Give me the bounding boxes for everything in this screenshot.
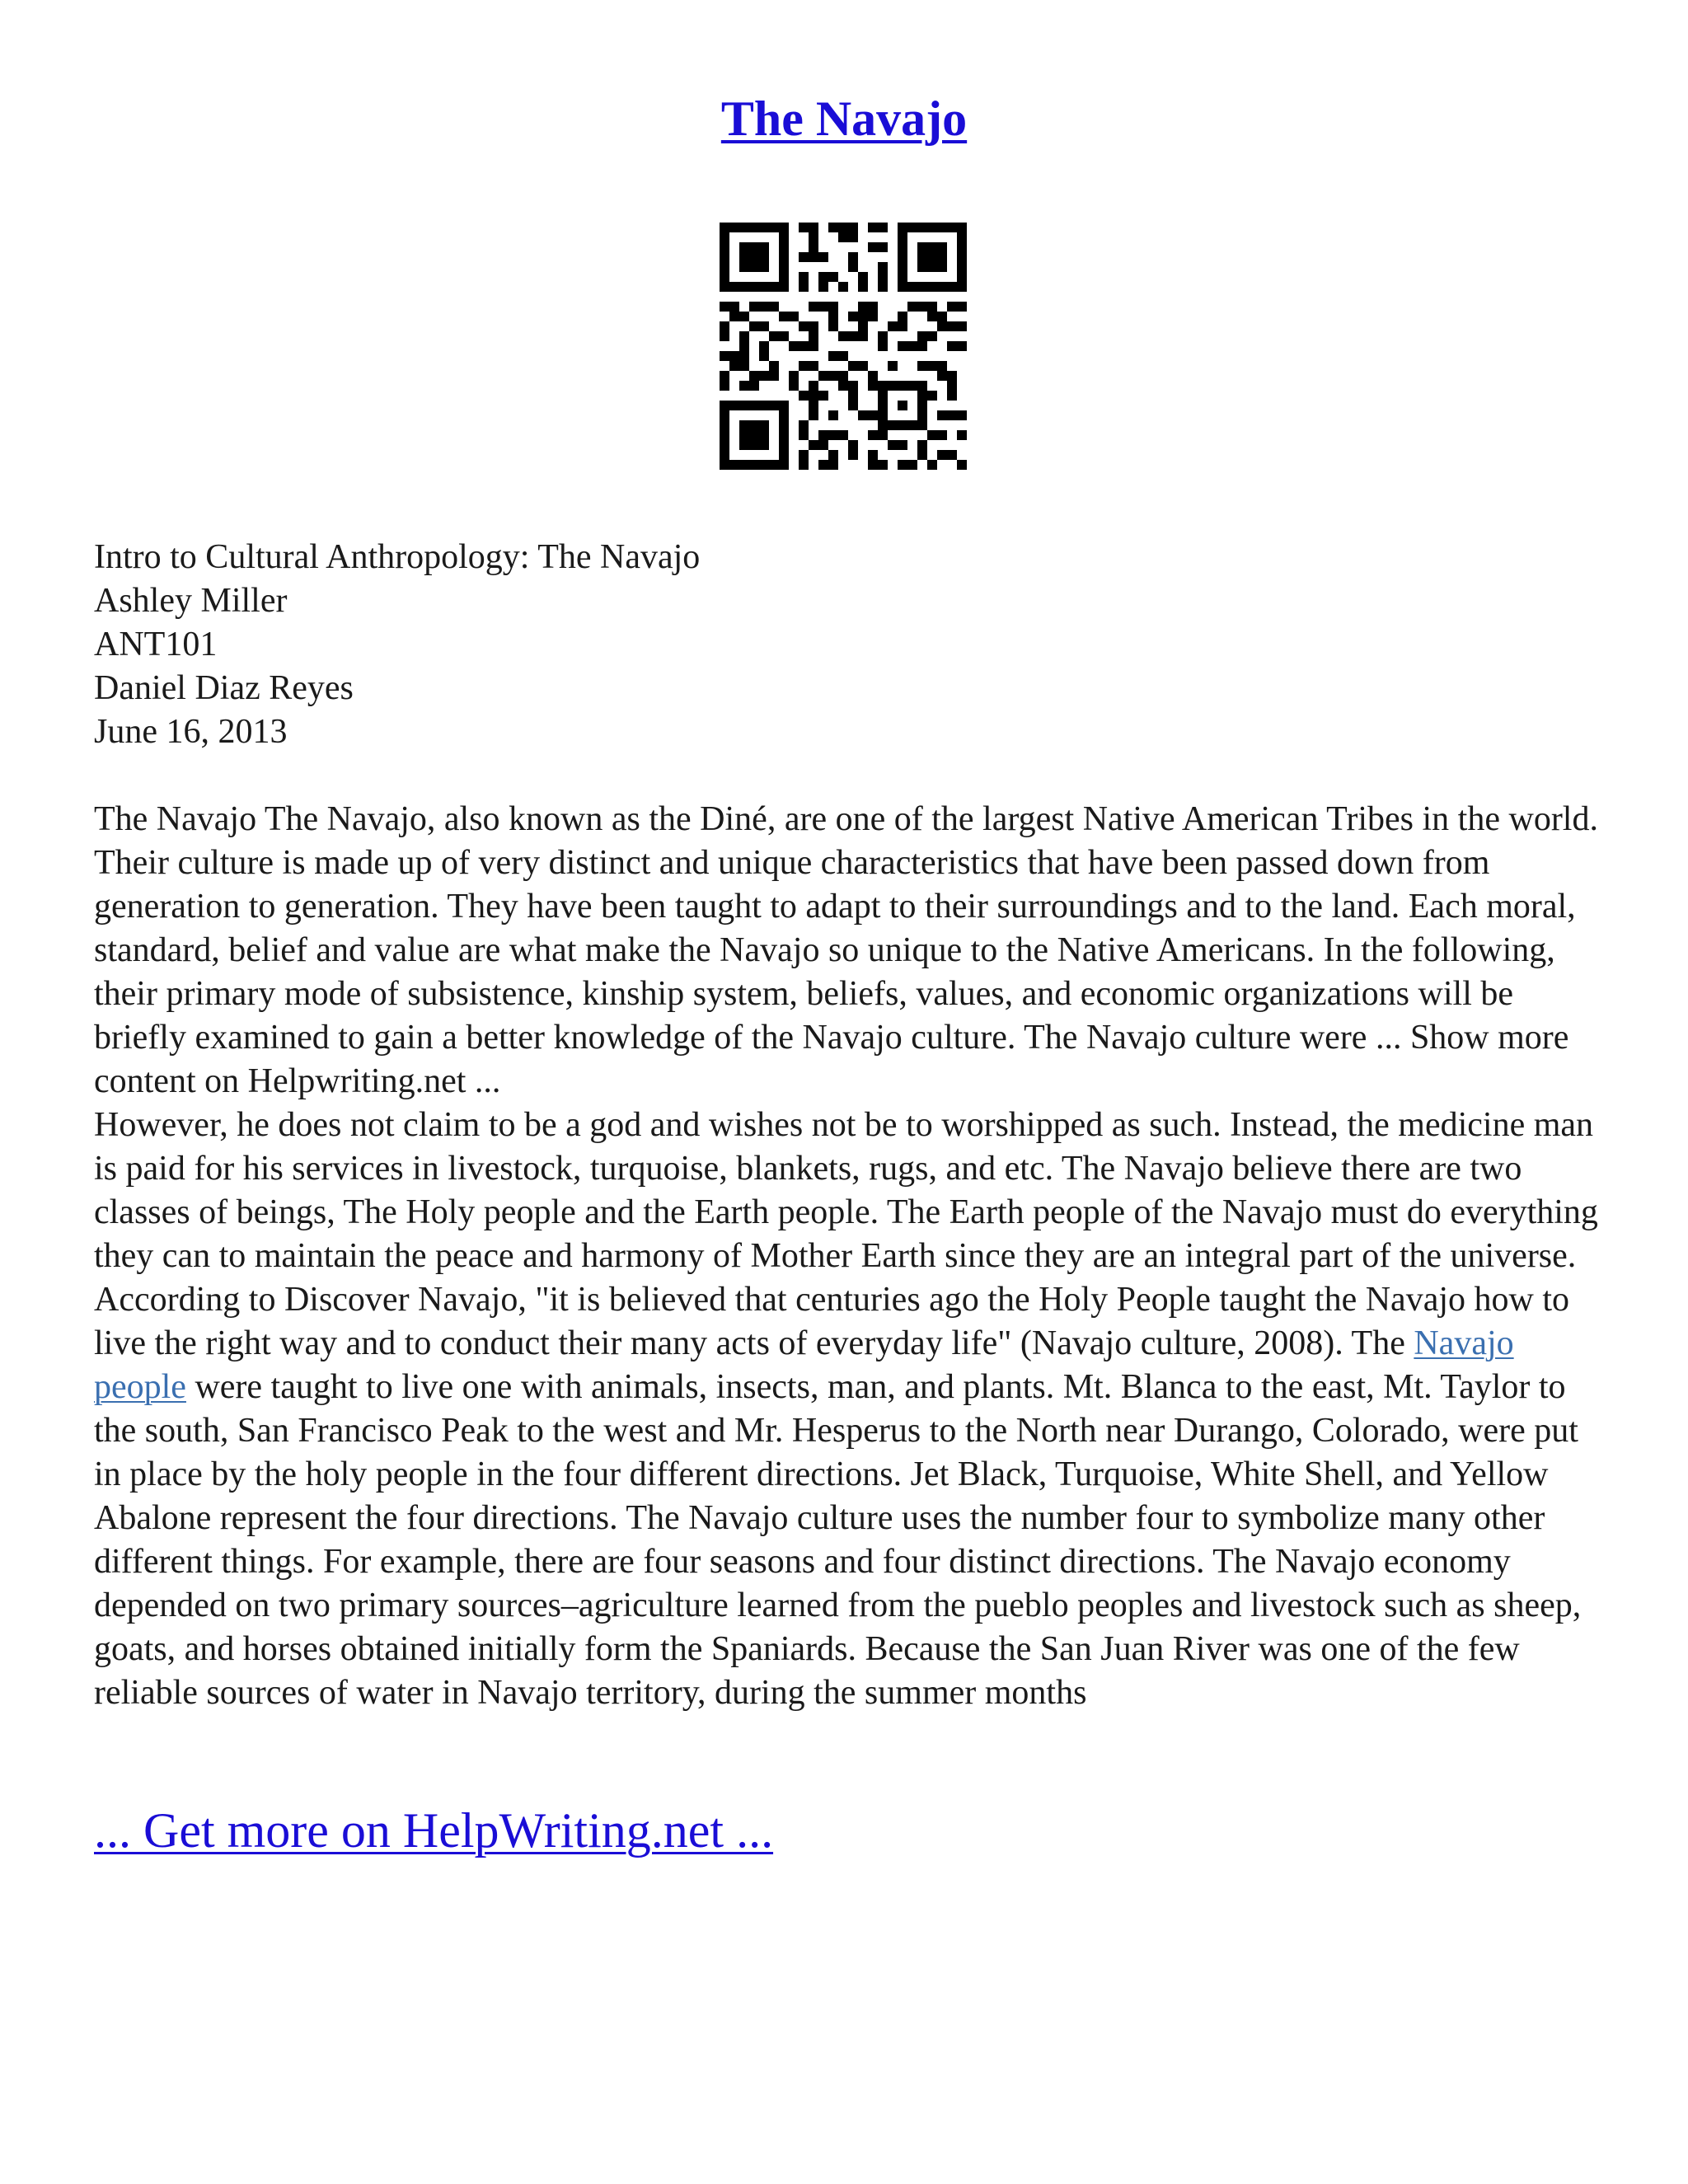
document-body — [94, 798, 1602, 1715]
course-title: Intro to Cultural Anthropology: The Navajo — [94, 538, 701, 576]
paragraph-2-text-after: were taught to live one with animals, insects, man, and plants. Mt. Blanca to the east, Mt. Taylor to the south, San Francisco Peak to the west and Mr. Hesperus to the North near Durango, Colorado, were put in place by the holy people in the four different directions. Jet Black, Turquoise, White Shell, and Yellow Abalone represent the four directions. The Navajo culture uses the number four to symbolize many other different things. For example, there are four seasons and four distinct directions. The Navajo economy depended on two primary sources–agriculture learned from the pueblo peoples and livestock such as sheep, goats, and horses obtained initially form the Spaniards. Because the San Juan River was one of the few reliable sources of water in Navajo territory, during the summer months — [94, 1368, 1582, 1712]
document-date: June 16, 2013 — [94, 713, 288, 751]
paragraph-1: The Navajo The Navajo, also known as the Diné, are one of the largest Native American Tribes in the world. Their culture is made up of very distinct and unique characteristics that have been passed down from generation to generation. They have been taught to adapt to their surroundings and to the land. Each moral, standard, belief and value are what make the Navajo so unique to the Native Americans. In the following, their primary mode of subsistence, kinship system, beliefs, values, and economic organizations will be briefly examined to gain a better knowledge of the Navajo culture. The Navajo culture were ... Show more content on Helpwriting.net ... — [94, 800, 1598, 1100]
qr-code-icon — [720, 223, 967, 470]
paragraph-2-text-before: However, he does not claim to be a god and wishes not be to worshipped as such. Instead, the medicine man is paid for his services in livestock, turquoise, blankets, rugs, and etc. The Navajo believe there are two classes of beings, The Holy people and the Earth people. The Earth people of the Navajo must do everything they can to maintain the peace and harmony of Mother Earth since they are an integral part of the universe. According to Discover Navajo, "it is believed that centuries ago the Holy People taught the Navajo how to live the right way and to conduct their many acts of everyday life" (Navajo culture, 2008). The — [94, 1106, 1598, 1362]
get-more-section — [94, 1801, 773, 1860]
page-title — [0, 89, 1688, 148]
document-meta — [94, 536, 700, 754]
course-code: ANT101 — [94, 626, 218, 663]
instructor-name: Daniel Diaz Reyes — [94, 669, 354, 707]
author-name: Ashley Miller — [94, 582, 288, 620]
paragraph-2 — [94, 1104, 1602, 1715]
title-link[interactable]: The Navajo — [720, 91, 968, 146]
navajo-people-link[interactable]: Navajo people — [94, 1324, 1514, 1406]
get-more-link[interactable]: ... Get more on HelpWriting.net ... — [94, 1803, 774, 1858]
